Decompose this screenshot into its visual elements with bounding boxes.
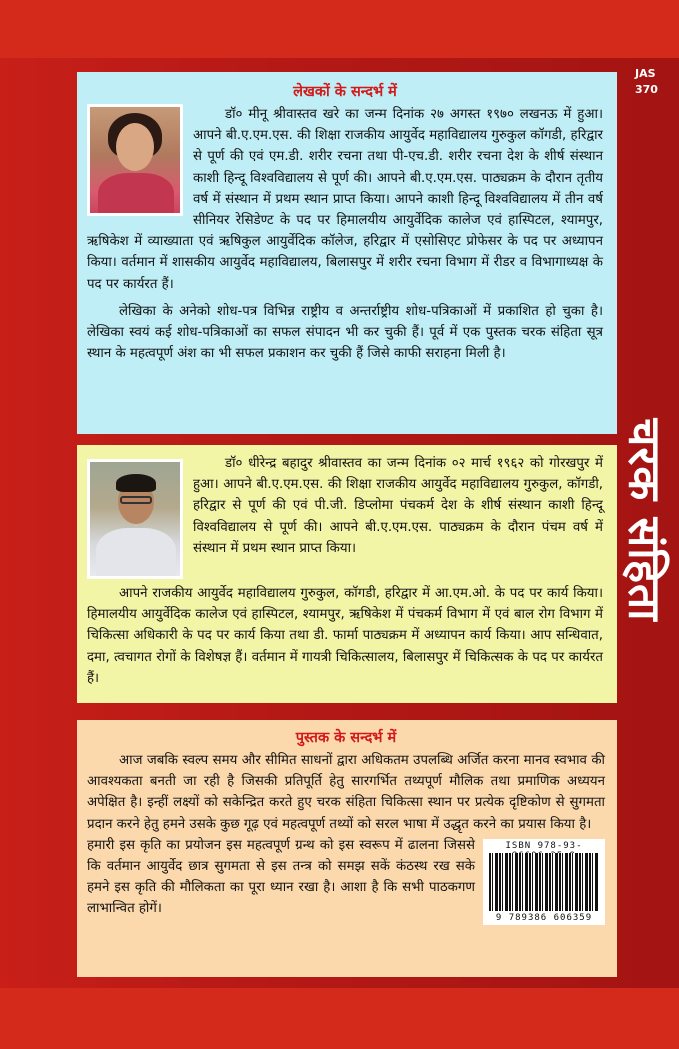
barcode-bars-icon [489,853,599,911]
author1-publications: लेखिका के अनेको शोध-पत्र विभिन्न राष्ट्रीय व अन्तर्राष्ट्रीय शोध-पत्रिकाओं में प्रकाशित हो चुका है। लेखिका स्वयं कई शोध-पत्रिकाओं का सफल संपादन भी कर चुकी हैं। पूर्व में एक पुस्तक चरक संहिता सूत्र स्थान के महत्वपूर्ण अंश का भी सफल प्रकाशन कर चुकी हैं जिसे काफी सराहना मिली है। [87,303,603,362]
author-photo-man-icon [87,459,183,579]
barcode-isbn-text: ISBN 978-93- [505,840,583,851]
book-section-box [77,720,617,977]
barcode-digits: 9 789386 606359 [495,912,593,923]
book-purpose: हमारी इस कृति का प्रयोजन इस महत्वपूर्ण ग्रन्थ को इस स्वरूप में ढालना जिससे कि वर्तमान आयुर्वेद छात्र सुगमता से इस तन्त्र को समझ सकें कंठस्थ रख सके हमने इस कृति की मौलिकता का पूरा ध्यान रखा है। आशा है कि सभी पाठकगण लाभान्वित होगें। [87,837,475,917]
author2-career: आपने राजकीय आयुर्वेद महाविद्यालय गुरुकुल, कॉगडी, हरिद्वार में आ.एम.ओ. के पद पर कार्य किया। हिमालयीय आयुर्वेदिक कालेज एवं हास्पिटल, श्यामपुर, ऋषिकेश में पंचकर्म विभाग में एवं बाल रोग विभाग में चिकित्सा अधिकारी के पद पर कार्य किया तथा डी. फार्मा पाठ्यक्रम में अध्यापन कार्य किया। आप सन्धिवात, दमा, त्वचागत रोगों के विशेषज्ञ हैं। वर्तमान में गायत्री चिकित्सालय, बिलासपुर में चिकित्सक के पद पर कार्यरत हैं। [87,586,603,686]
top-band [0,0,679,58]
author-photo-woman-icon [87,104,183,216]
isbn-barcode [483,839,605,925]
book-section-heading: पुस्तक के सन्दर्भ में [295,730,397,746]
bottom-band [0,988,679,1049]
catalog-code-line2: 370 [635,83,658,96]
author2-bio: डॉ० धीरेन्द्र बहादुर श्रीवास्तव का जन्म दिनांक ०२ मार्च १९६२ को गोरखपुर में हुआ। आपने बी.ए.एम.एस. की शिक्षा राजकीय आयुर्वेद महाविद्यालय गुरुकुल, कॉगडी, हरिद्वार से पूर्ण की एवं पी.जी. डिप्लोमा पंचकर्म देश के शीर्ष संस्थान काशी हिन्दू विश्वविद्यालय से पूर्ण की। आपने बी.ए.एम.एस. पाठ्यक्रम के दौरान पंचम वर्ष में संस्थान में प्रथम स्थान प्राप्त किया। [193,456,603,556]
catalog-code [635,66,679,98]
authors-section-box [77,72,617,434]
catalog-code-line1: JAS [635,67,656,80]
authors-section-heading: लेखकों के सन्दर्भ में [293,84,397,100]
author2-box [77,445,617,703]
spine-title [614,350,679,690]
author1-bio: डॉ० मीनू श्रीवास्तव खरे का जन्म दिनांक २७ अगस्त १९७० लखनऊ में हुआ। आपने बी.ए.एम.एस. की शिक्षा राजकीय आयुर्वेद महाविद्यालय गुरुकुल कॉगडी, हरिद्वार से पूर्ण की एवं एम.डी. शरीर रचना तथा पी-एच.डी. शरीर रचना देश के शीर्ष संस्थान काशी हिन्दू विश्वविद्यालय से पूर्ण की। आपने बी.ए.एम.एस. पाठ्यक्रम के दौरान तृतीय वर्ष में संस्थान में प्रथम स्थान प्राप्त किया। आपने काशी हिन्दू विश्वविद्यालय में तीन वर्ष सीनियर रेसिडेण्ट के पद पर हिमालयीय आयुर्वेदिक कालेज एवं हास्पिटल, श्यामपुर, ऋषिकेश में व्याख्याता एवं ऋषिकुल आयुर्वेदिक कॉलेज, हरिद्वार में एसोसिएट प्रोफेसर के पद पर अध्यापन किया। वर्तमान में शासकीय आयुर्वेद महाविद्यालय, बिलासपुर में शरीर रचना विभाग में रीडर व विभागाध्यक्ष के पद पर कार्यरत हैं। [87,107,603,292]
book-intro: आज जबकि स्वल्प समय और सीमित साधनों द्वारा अधिकतम उपलब्धि अर्जित करना मानव स्वभाव की आवश्यकता बनती जा रही है जिसकी प्रतिपूर्ति हेतु सारगर्भित तथ्यपूर्ण मौलिक तथा प्रमाणिक अध्ययन अपेक्षित है। इन्हीं लक्ष्यों को सकेन्द्रित करते हुए चरक संहिता चिकित्सा स्थान पर प्रत्येक दृष्टिकोण से सुगमता प्रदान करने हेतु हमने उसके कुछ गूढ़ एवं महत्वपूर्ण तथ्यों को सरल भाषा में उद्धृत करने का प्रयास किया है। [87,753,605,832]
spine-title-text: चरक संहिता [619,418,670,622]
